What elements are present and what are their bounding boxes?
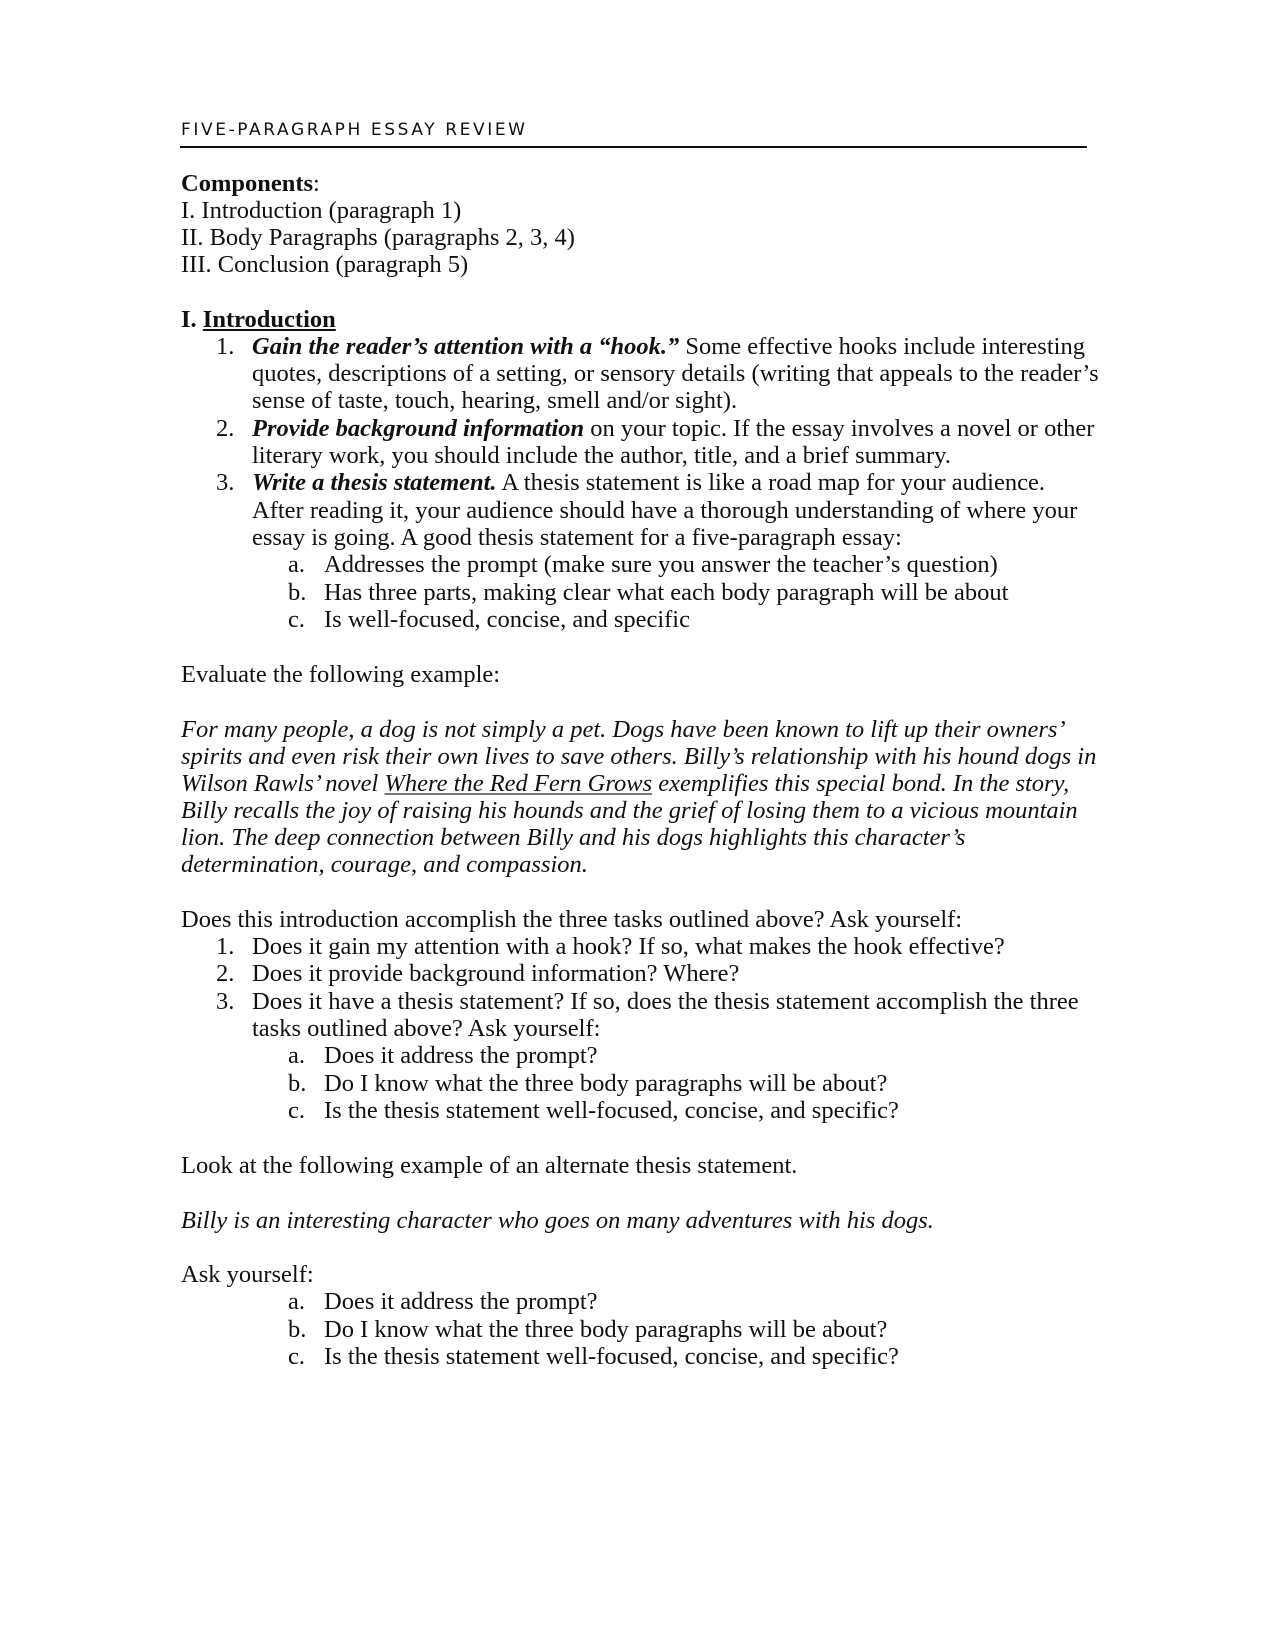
example-paragraph-line: determination, courage, and compassion. <box>181 851 588 878</box>
sublist-letter: b. <box>288 1070 307 1097</box>
sub-question: Does it address the prompt? <box>324 1042 598 1069</box>
book-title: Where the Red Fern Grows <box>384 770 653 797</box>
step-lead: Provide background information <box>252 415 585 442</box>
sub-question: Do I know what the three body paragraphs will be about? <box>324 1070 888 1097</box>
sub-question: Is the thesis statement well-focused, concise, and specific? <box>324 1343 899 1370</box>
list-item: Gain the reader’s attention with a “hook.” Some effective hooks include interesting <box>252 333 1085 360</box>
sublist-item: Addresses the prompt (make sure you answer the teacher’s question) <box>324 551 998 578</box>
list-number: 1. <box>216 333 235 360</box>
sublist-letter: b. <box>288 1316 307 1343</box>
ask-yourself-label: Ask yourself: <box>181 1261 314 1288</box>
alternate-prompt: Look at the following example of an alternate thesis statement. <box>181 1152 798 1179</box>
list-item-continuation: quotes, descriptions of a setting, or sensory details (writing that appeals to the reader’s <box>252 360 1099 387</box>
sub-question: Do I know what the three body paragraphs will be about? <box>324 1316 888 1343</box>
list-item-continuation: literary work, you should include the author, title, and a brief summary. <box>252 442 951 469</box>
component-item: I. Introduction (paragraph 1) <box>181 197 462 224</box>
sublist-letter: a. <box>288 1288 305 1315</box>
list-number: 3. <box>216 469 235 496</box>
section-heading-introduction: I. Introduction <box>181 306 336 333</box>
evaluate-prompt: Evaluate the following example: <box>181 661 501 688</box>
example-paragraph-line: Wilson Rawls’ novel Where the Red Fern Grows exemplifies this special bond. In the story, <box>181 770 1070 797</box>
list-number: 2. <box>216 415 235 442</box>
list-item-continuation: After reading it, your audience should have a thorough understanding of where your <box>252 497 1078 524</box>
component-item: III. Conclusion (paragraph 5) <box>181 251 469 278</box>
list-number: 2. <box>216 960 235 987</box>
list-number: 1. <box>216 933 235 960</box>
sublist-letter: a. <box>288 1042 305 1069</box>
list-item: Write a thesis statement. A thesis statement is like a road map for your audience. <box>252 469 1045 496</box>
sub-question: Is the thesis statement well-focused, concise, and specific? <box>324 1097 899 1124</box>
example-paragraph-line: spirits and even risk their own lives to save others. Billy’s relationship with his hound dogs in <box>181 743 1097 770</box>
sublist-letter: a. <box>288 551 305 578</box>
list-number: 3. <box>216 988 235 1015</box>
sublist-item: Has three parts, making clear what each body paragraph will be about <box>324 579 1009 606</box>
introduction-heading-text: Introduction <box>202 306 336 333</box>
sublist-letter: c. <box>288 606 305 633</box>
check-question: Does it have a thesis statement? If so, does the thesis statement accomplish the three <box>252 988 1079 1015</box>
check-question-continuation: tasks outlined above? Ask yourself: <box>252 1015 601 1042</box>
step-lead: Write a thesis statement. <box>252 469 497 496</box>
alternate-example: Billy is an interesting character who goes on many adventures with his dogs. <box>181 1207 934 1234</box>
list-item-continuation: essay is going. A good thesis statement for a five-paragraph essay: <box>252 524 902 551</box>
check-question: Does it gain my attention with a hook? If so, what makes the hook effective? <box>252 933 1005 960</box>
list-item: Provide background information on your topic. If the essay involves a novel or other <box>252 415 1095 442</box>
step-lead: Gain the reader’s attention with a “hook.” <box>252 333 680 360</box>
sublist-item: Is well-focused, concise, and specific <box>324 606 690 633</box>
sub-question: Does it address the prompt? <box>324 1288 598 1315</box>
sublist-letter: c. <box>288 1343 305 1370</box>
check-prompt: Does this introduction accomplish the three tasks outlined above? Ask yourself: <box>181 906 963 933</box>
header-divider <box>180 146 1087 148</box>
page-title: FIVE-PARAGRAPH ESSAY REVIEW <box>181 120 528 140</box>
check-question: Does it provide background information? Where? <box>252 960 740 987</box>
example-paragraph-line: Billy recalls the joy of raising his hounds and the grief of losing them to a vicious mountain <box>181 797 1078 824</box>
components-label: Components <box>181 170 314 197</box>
list-item-continuation: sense of taste, touch, hearing, smell and/or sight). <box>252 387 738 414</box>
components-heading: Components: <box>181 170 320 197</box>
example-paragraph-line: lion. The deep connection between Billy and his dogs highlights this character’s <box>181 824 966 851</box>
sublist-letter: b. <box>288 579 307 606</box>
sublist-letter: c. <box>288 1097 305 1124</box>
component-item: II. Body Paragraphs (paragraphs 2, 3, 4) <box>181 224 575 251</box>
example-paragraph-line: For many people, a dog is not simply a pet. Dogs have been known to lift up their owners’ <box>181 716 1066 743</box>
